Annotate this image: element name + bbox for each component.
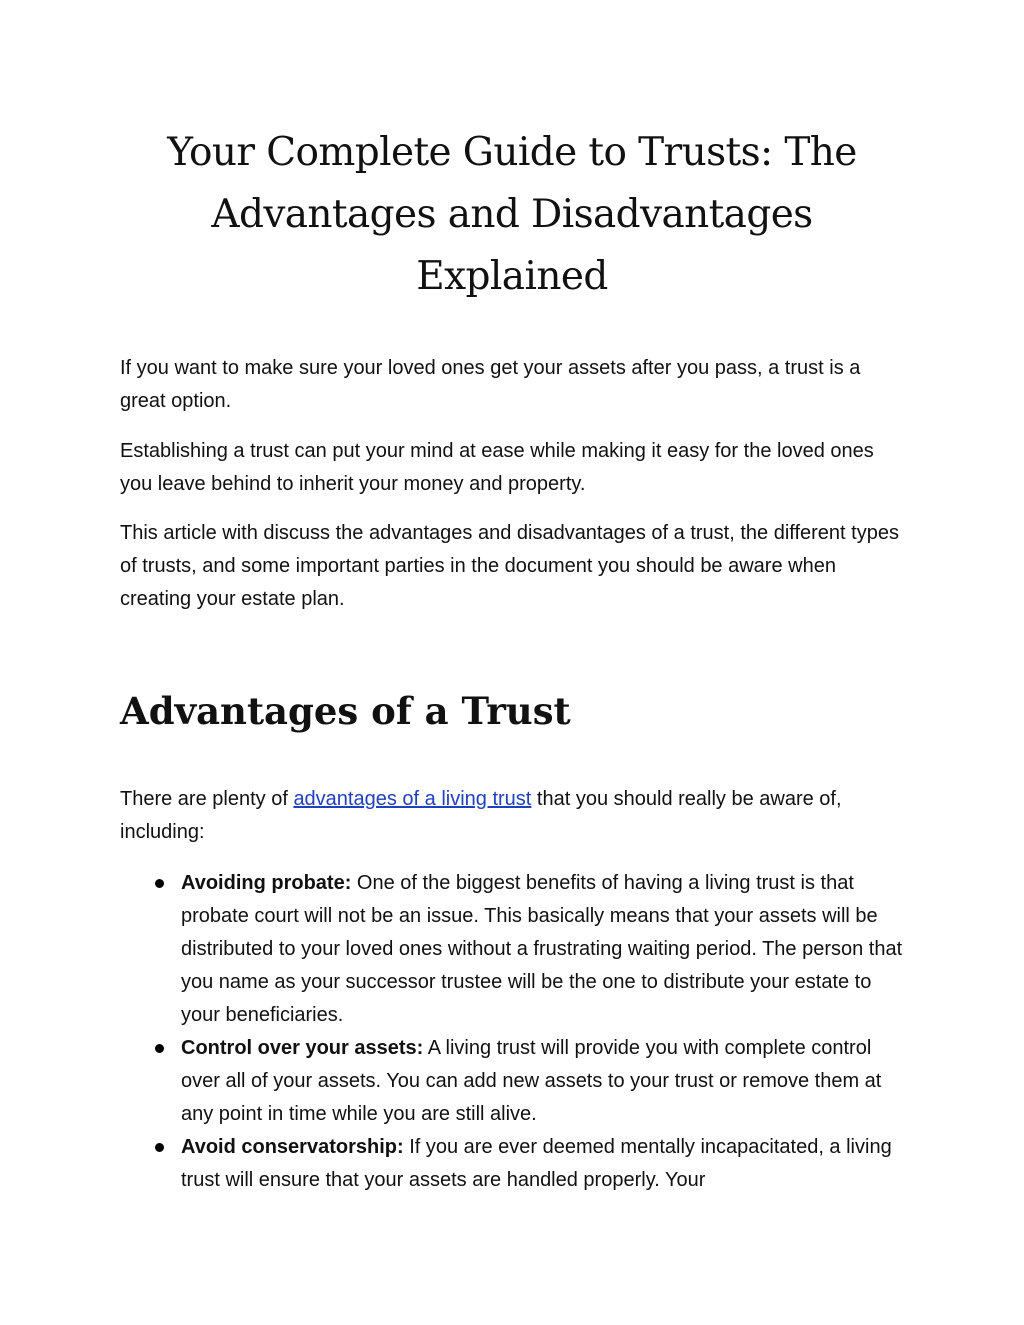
bullet-text: A living trust will provide you with complete control over all of your assets. You can add new assets to your trust or remove them at any point in time while you are still alive. [181,1037,882,1125]
section-intro-text-before-link: There are plenty of [120,788,294,810]
bullet-term: Avoid conservatorship: [181,1136,404,1158]
bullet-dot-icon [155,879,164,888]
intro-paragraph-2: Establishing a trust can put your mind at ease while making it easy for the loved ones you leave behind to inherit your money and property. [120,440,874,495]
bullet-item-control-over-assets [120,1032,910,1131]
bullet-dot-icon [155,1044,164,1053]
bullet-item-avoid-conservatorship [120,1131,910,1197]
section-intro-text-after-link: that you should really be aware of, including: [120,788,842,843]
section-intro-paragraph [120,783,910,849]
bullet-text: One of the biggest benefits of having a living trust is that probate court will not be an issue. This basically means that your assets will be distributed to your loved ones without a frustrating waiting period. The person that you name as your successor trustee will be the one to distribute your estate to your beneficiaries. [181,872,903,1026]
document-title: Your Complete Guide to Trusts: The Advantages and Disadvantages Explained [167,130,857,299]
section-heading: Advantages of a Trust [120,689,571,733]
bullet-text: If you are ever deemed mentally incapacitated, a living trust will ensure that your assets are handled properly. Your [181,1136,892,1191]
advantages-bullet-list [120,867,910,1197]
advantages-living-trust-link[interactable]: advantages of a living trust [293,788,532,810]
intro-paragraph-3: This article with discuss the advantages and disadvantages of a trust, the different types of trusts, and some important parties in the document you should be aware when creating your estate plan. [120,522,899,610]
bullet-term: Control over your assets: [181,1037,424,1059]
intro-paragraph-1: If you want to make sure your loved ones get your assets after you pass, a trust is a great option. [120,357,861,412]
bullet-term: Avoiding probate: [181,872,352,894]
bullet-item-avoiding-probate [120,867,910,1032]
bullet-dot-icon [155,1143,164,1152]
